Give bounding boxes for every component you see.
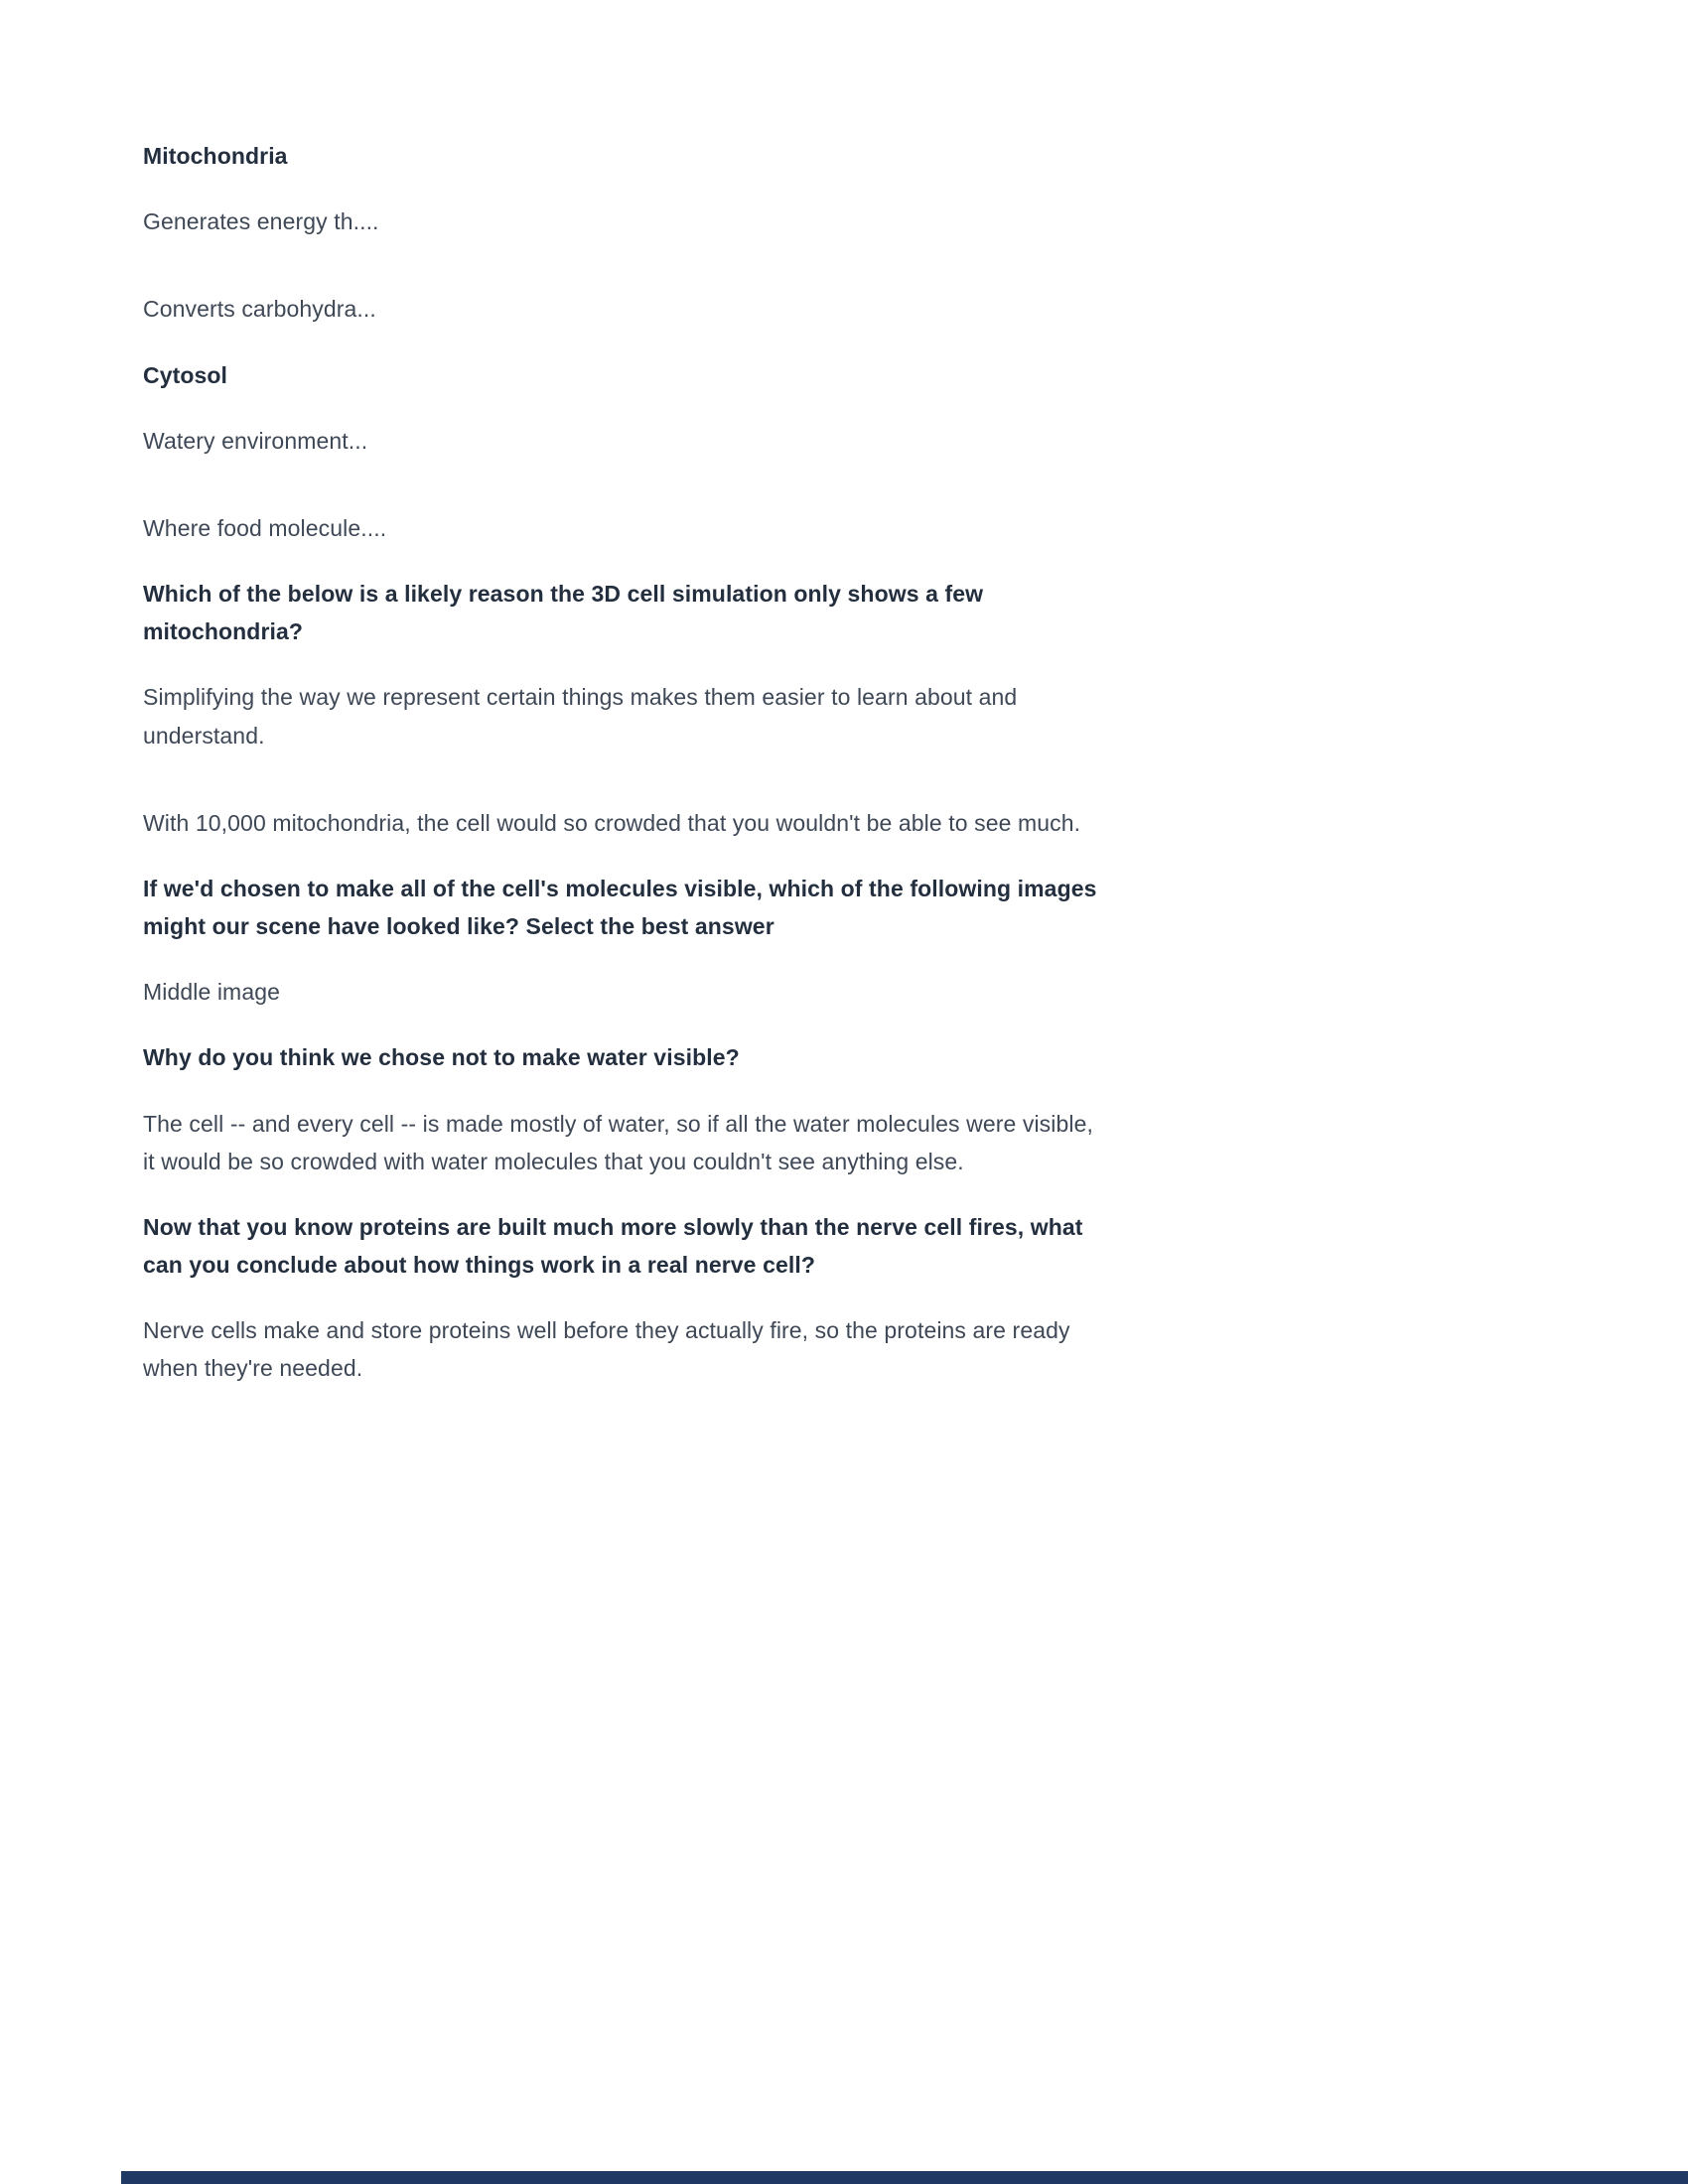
paragraph: With 10,000 mitochondria, the cell would so crowded that you wouldn't be able to see much. <box>143 809 1081 836</box>
heading: If we'd chosen to make all of the cell's molecules visible, which of the following images might our scene have looked like? Select the best answer <box>143 875 1097 940</box>
heading: Which of the below is a likely reason the 3D cell simulation only shows a few mitochondria? <box>143 581 984 645</box>
paragraph: Converts carbohydra... <box>143 296 376 323</box>
paragraph: Watery environment... <box>143 427 368 454</box>
page-footer-bar <box>121 2171 1688 2184</box>
heading: Why do you think we chose not to make water visible? <box>143 1044 740 1071</box>
heading: Now that you know proteins are built much more slowly than the nerve cell fires, what can you conclude about how things work in a real nerve cell? <box>143 1213 1083 1279</box>
paragraph: Middle image <box>143 979 280 1006</box>
heading: Cytosol <box>143 361 228 388</box>
document-body <box>143 0 1098 1416</box>
paragraph: Where food molecule.... <box>143 514 387 541</box>
paragraph: The cell -- and every cell -- is made mostly of water, so if all the water molecules were visible, it would be so crowded with water molecules that you couldn't see anything else. <box>143 1110 1093 1174</box>
paragraph: Nerve cells make and store proteins well before they actually fire, so the proteins are ready when they're needed. <box>143 1317 1070 1382</box>
paragraph: Simplifying the way we represent certain things makes them easier to learn about and understand. <box>143 684 1018 749</box>
paragraph: Generates energy th.... <box>143 208 379 235</box>
heading: Mitochondria <box>143 143 288 169</box>
